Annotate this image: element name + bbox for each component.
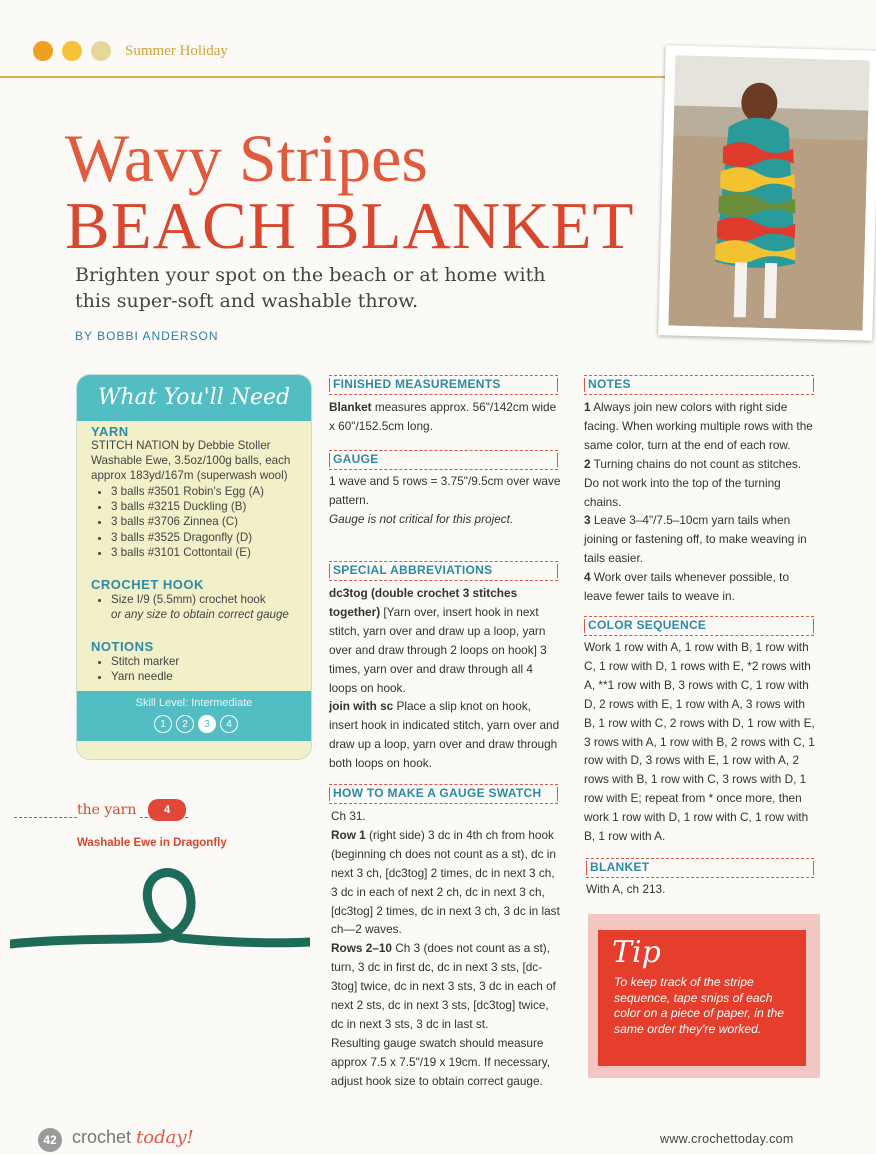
finished-body: measures approx. 56"/142cm wide x 60"/152.5cm long. [329, 400, 557, 433]
deck-text: Brighten your spot on the beach or at home with this super-soft and washable throw. [75, 264, 546, 312]
finished-text [329, 398, 561, 436]
abbrev-heading: SPECIAL ABBREVIATIONS [333, 563, 493, 577]
note-number: 1 [584, 400, 591, 414]
abbrev-text [329, 584, 561, 773]
abbrev-term-1: dc3tog (double crochet 3 stitches together) [329, 586, 518, 619]
notes-heading: NOTES [588, 377, 631, 391]
color-sequence-heading: COLOR SEQUENCE [588, 618, 707, 632]
hook-heading: CROCHET HOOK [91, 577, 204, 592]
title-line-1: Wavy Stripes [65, 120, 428, 196]
color-sequence-text: Work 1 row with A, 1 row with B, 1 row with C, 1 row with D, 1 rows with E, *2 rows with A, **1 row with B, 3 rows with C, 1 row with D, 2 rows with E, 1 row with A, 3 rows with B, 1 row with C, 2 rows with D, 1 row with E, 3 rows with A, 1 row with B, 2 rows with C, 1 row with D, 3 rows with E, 1 row with A, 2 rows with B, 1 row with C, 3 rows with D, 1 row with E; repeat from * once more, then work 1 row with D, 1 row with C, 1 row with B, 1 row with A. [584, 640, 815, 844]
swatch-text [331, 807, 561, 1091]
tip-heading: Tip [612, 935, 661, 970]
yarn-item: • 3 balls #3525 Dragonfly (D) [111, 530, 303, 545]
color-sequence-header [584, 616, 814, 636]
abbrev-def-2: Place a slip knot on hook, insert hook in indicated stitch, yarn over and draw up a loop, yarn over and draw through both loops on hook. [329, 699, 560, 771]
swatch-rows-label: Rows 2–10 [331, 941, 392, 956]
gauge-heading: GAUGE [333, 452, 379, 466]
section-label: Summer Holiday [125, 43, 228, 59]
what-you-need-box [76, 374, 312, 760]
note-number: 3 [584, 513, 591, 528]
skill-level-1: 1 [154, 715, 172, 733]
yarn-strand-image [10, 858, 310, 958]
yarn-item: • 3 balls #3215 Duckling (B) [111, 499, 303, 514]
note-text: Work over tails whenever possible, to leave fewer tails to weave in. [584, 570, 790, 604]
box-heading: What You'll Need [77, 375, 311, 421]
swatch-chain: Ch 31. [331, 809, 366, 823]
header-dot-2 [62, 41, 82, 61]
page-number: 42 [38, 1128, 62, 1152]
skill-label: Skill Level: Intermediate [135, 697, 253, 709]
footer-url: www.crochettoday.com [660, 1132, 794, 1146]
yarn-heading: YARN [91, 424, 129, 439]
note-text: Turning chains do not count as stitches. Do not work into the top of the turning chains. [584, 456, 802, 509]
header-dot-3 [91, 41, 111, 61]
header-dot-1 [33, 41, 53, 61]
hook-list [91, 592, 303, 622]
finished-lead: Blanket [329, 400, 372, 414]
note-number: 4 [584, 570, 591, 585]
notion-item: • Yarn needle [111, 669, 303, 684]
byline: BY BOBBI ANDERSON [75, 329, 219, 343]
note-number: 2 [584, 456, 591, 471]
beach-photo-image [658, 45, 876, 341]
note-text: Always join new colors with right side facing. When working multiple rows with the same color, turn at the end of each row. [584, 400, 813, 452]
yarn-list [91, 484, 303, 560]
yarn-feature-label: the yarn [77, 802, 140, 818]
blanket-heading: BLANKET [590, 860, 650, 874]
hook-item [111, 592, 303, 622]
swatch-result: Resulting gauge swatch should measure approx 7.5 x 7.5"/19 x 19cm. If necessary, adjust hook size to obtain correct gauge. [331, 1035, 551, 1088]
swatch-row1-label: Row 1 [331, 827, 366, 842]
swatch-rows-text: Ch 3 (does not count as a st), turn, 3 dc in first dc, dc in next 3 sts, [dc-3tog] twice, dc in next 3 sts, 3 dc in each of next 2 sts, dc in next 3 sts, [dc3tog] twice, dc in next 3 sts, 3 dc in last st. [331, 941, 556, 1031]
hook-item-text: Size I/9 (5.5mm) crochet hook [111, 593, 266, 606]
yarn-caption: Washable Ewe in Dragonfly [77, 837, 227, 849]
skill-level-4: 4 [220, 715, 238, 733]
swatch-header [329, 784, 558, 804]
yarn-item: • 3 balls #3101 Cottontail (E) [111, 545, 303, 560]
gauge-text [329, 472, 561, 529]
notes-header [584, 375, 814, 395]
blanket-text: With A, ch 213. [586, 882, 666, 896]
hook-note: or any size to obtain correct gauge [111, 608, 289, 622]
gauge-body: 1 wave and 5 rows = 3.75"/9.5cm over wave pattern. [329, 474, 561, 507]
gauge-header [329, 450, 558, 470]
yarn-item: • 3 balls #3501 Robin's Egg (A) [111, 484, 303, 499]
yarn-item: • 3 balls #3706 Zinnea (C) [111, 514, 303, 529]
footer-brand [72, 1127, 194, 1148]
yarn-weight-icon: 4 [148, 799, 186, 821]
swatch-row1-text: (right side) 3 dc in 4th ch from hook (beginning ch does not count as a st), dc in next 3 ch, [dc3tog] 2 times, dc in next 3 ch, 3 dc in each of next 2 ch, dc in next 3 ch, [dc3tog] 2 times, dc in next 3 ch, 3 dc in last ch—2 waves. [331, 827, 560, 937]
notions-list [91, 654, 303, 684]
note-text: Leave 3–4"/7.5–10cm yarn tails when joining or fastening off, to make weaving in tails easier. [584, 513, 807, 566]
title-line-2: BEACH BLANKET [65, 189, 635, 263]
abbrev-header [329, 561, 558, 581]
tip-text: To keep track of the stripe sequence, tape snips of each color on a piece of paper, in the same order they're worked. [614, 975, 785, 1036]
brand-word-1: crochet [72, 1127, 137, 1147]
swatch-heading: HOW TO MAKE A GAUGE SWATCH [333, 786, 542, 800]
brand-word-2: today! [136, 1127, 194, 1148]
finished-heading: FINISHED MEASUREMENTS [333, 377, 501, 391]
notion-item: • Stitch marker [111, 654, 303, 669]
abbrev-term-2: join with sc [329, 699, 394, 714]
yarn-desc: STITCH NATION by Debbie Stoller Washable Ewe, 3.5oz/100g balls, each approx 183yd/167m (superwash wool) [91, 439, 291, 483]
skill-level-2: 2 [176, 715, 194, 733]
skill-level-3: 3 [198, 715, 216, 733]
finished-measurements-header [329, 375, 558, 395]
blanket-photo [658, 45, 876, 341]
gauge-note: Gauge is not critical for this project. [329, 511, 514, 526]
abbrev-def-1: [Yarn over, insert hook in next stitch, yarn over and draw up a loop, yarn over and draw through 2 loops on hook] 3 times, yarn over and draw through all 4 loops on hook. [329, 604, 547, 695]
blanket-header [586, 858, 814, 878]
notions-heading: NOTIONS [91, 639, 154, 654]
notes-text [584, 398, 816, 606]
